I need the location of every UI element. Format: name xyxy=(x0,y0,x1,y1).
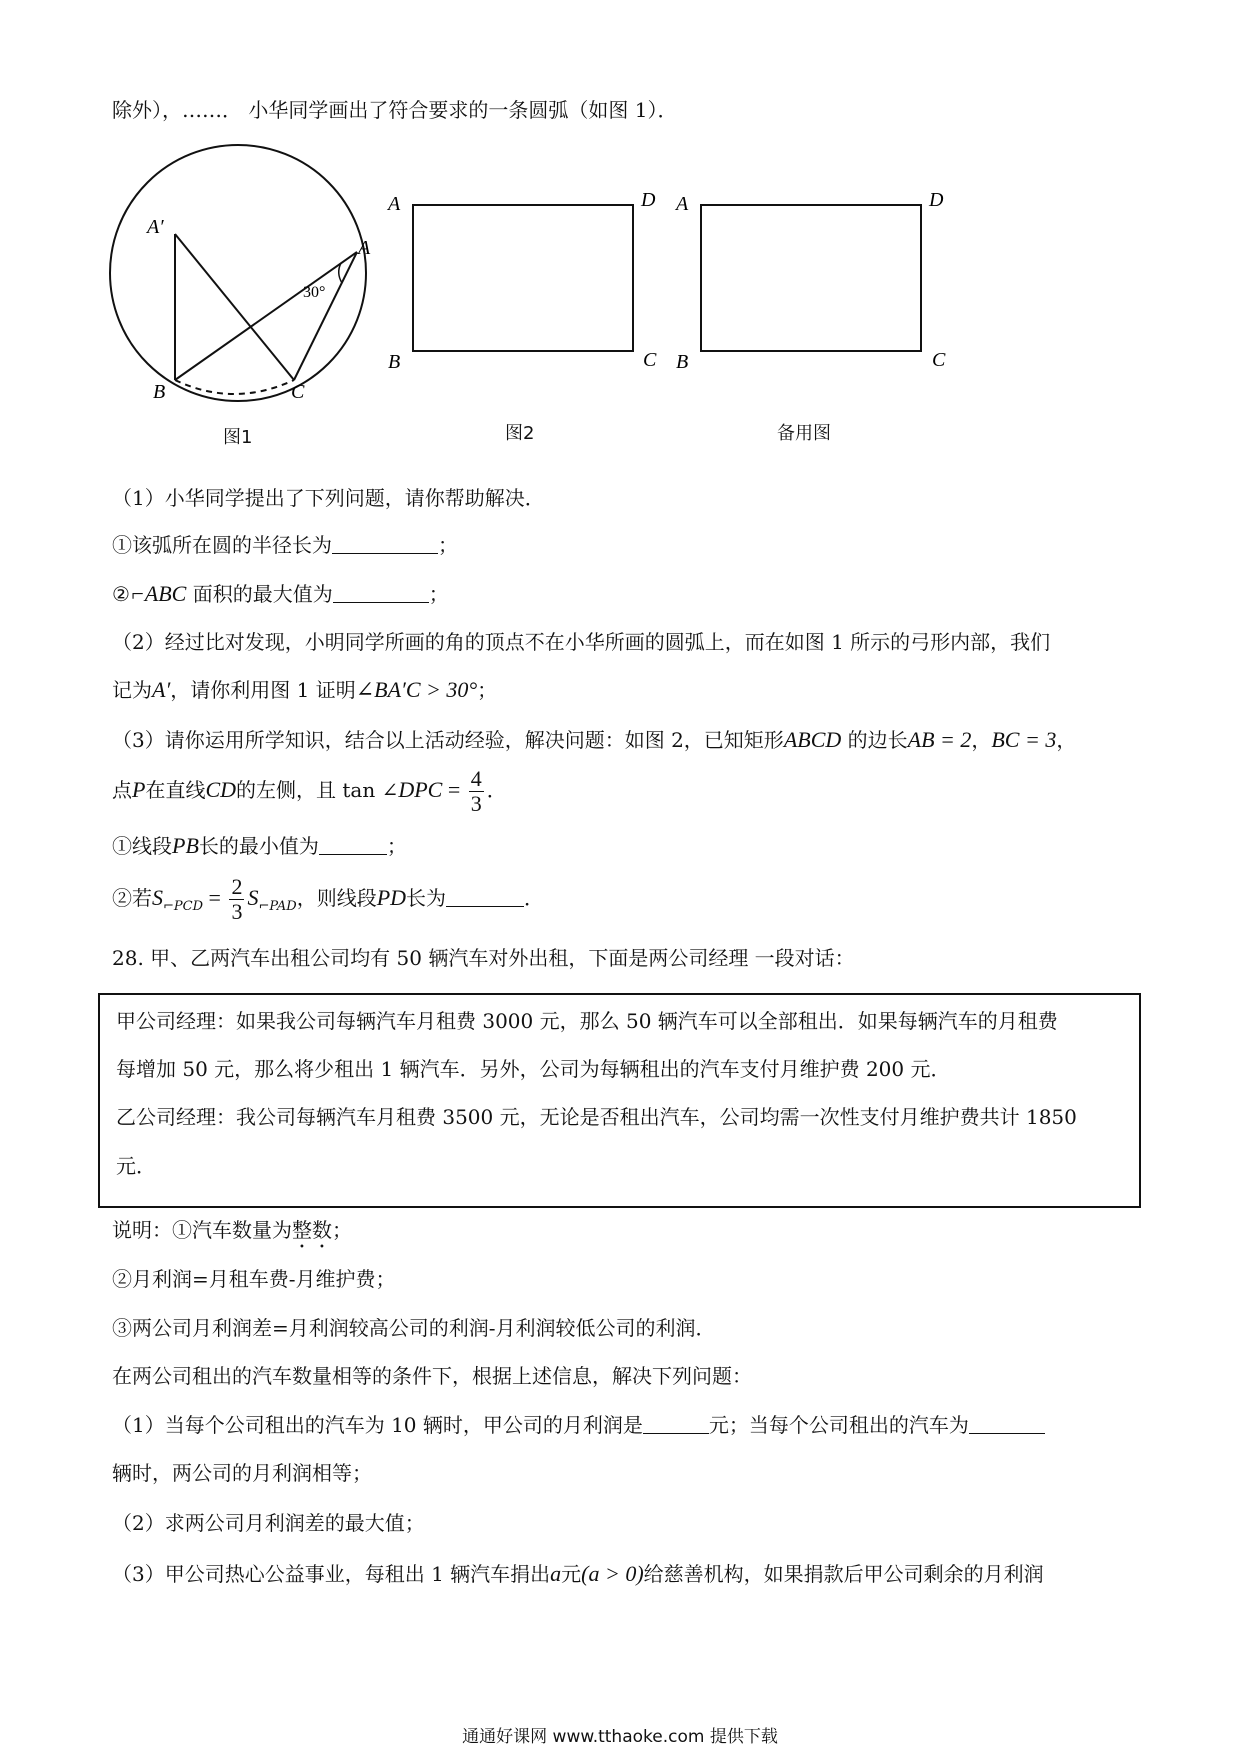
dialogue-line-2: 每增加 50 元，那么将少租出 1 辆汽车．另外，公司为每辆租出的汽车支付月维护费 200 元． xyxy=(116,1057,951,1081)
bc-length: BC = 3 xyxy=(991,727,1057,752)
emphasized-word: 整数 xyxy=(292,1218,332,1242)
figures-area xyxy=(0,140,1240,460)
label-angle-30: 30° xyxy=(303,284,326,301)
label-c: C xyxy=(643,349,657,371)
text: 的左侧，且 tan ∠ xyxy=(236,778,399,802)
text: 元；当每个公司租出的汽车为 xyxy=(708,1413,969,1437)
fraction-4-3 xyxy=(469,767,484,816)
part3-line1 xyxy=(112,726,1076,754)
area-symbol: S xyxy=(247,885,259,910)
text: （3）甲公司热心公益事业，每租出 1 辆汽车捐出 xyxy=(112,1562,551,1586)
punct: ， xyxy=(971,728,992,752)
label-b: B xyxy=(153,381,166,403)
dialogue-line-4: 元． xyxy=(116,1154,156,1178)
segment-aprime-c xyxy=(175,234,294,380)
label-a-prime: A′ xyxy=(147,216,164,238)
numerator: 4 xyxy=(470,766,482,791)
caption-figure-3: 备用图 xyxy=(777,423,831,444)
label-b: B xyxy=(676,351,689,373)
angle-inequality: ∠BA′C > 30° xyxy=(355,677,478,702)
q1-text: ①该弧所在圆的半径长为 xyxy=(112,533,332,557)
caption-figure-1: 图1 xyxy=(223,427,253,448)
text: 给慈善机构，如果捐款后甲公司剩余的月利润 xyxy=(643,1562,1044,1586)
fraction-2-3 xyxy=(229,875,244,924)
denominator: 3 xyxy=(231,899,243,924)
area-subscript: ⌐PAD xyxy=(258,899,297,914)
part2-line2 xyxy=(112,676,497,704)
denominator: 3 xyxy=(470,791,482,816)
equals: = xyxy=(203,885,227,910)
segment-a-b xyxy=(175,252,357,380)
answer-blank[interactable] xyxy=(643,1413,709,1434)
answer-blank[interactable] xyxy=(319,834,387,855)
text: ，请你利用图 1 证明 xyxy=(170,678,356,702)
answer-blank[interactable] xyxy=(332,533,438,554)
triangle-abc: ⌐ABC xyxy=(129,581,187,606)
label-d: D xyxy=(929,189,944,211)
answer-blank[interactable] xyxy=(969,1413,1045,1434)
text: 长为 xyxy=(406,886,447,910)
note-2: ②月利润=月租车费-月维护费； xyxy=(112,1267,396,1291)
q28-title: 28. 甲、乙两汽车出租公司均有 50 辆汽车对外出租，下面是两公司经理 一段对话： xyxy=(112,946,855,970)
figure-3 xyxy=(674,189,946,373)
area-symbol: S xyxy=(152,885,163,910)
text: 元 xyxy=(561,1562,582,1586)
angle-mark xyxy=(339,263,342,283)
answer-blank[interactable] xyxy=(446,886,524,907)
text: （3）请你运用所学知识，结合以上活动经验，解决问题：如图 2，已知矩形 xyxy=(112,728,784,752)
punct: ； xyxy=(428,582,449,606)
punct: ； xyxy=(332,1218,352,1242)
intro-text: 除外），……． 小华同学画出了符合要求的一条圆弧（如图 1）． xyxy=(112,98,678,122)
punct: ； xyxy=(386,834,407,858)
text: 长的最小值为 xyxy=(198,834,319,858)
part3-q1 xyxy=(112,832,407,860)
rectangle-abcd xyxy=(413,205,633,351)
answer-blank[interactable] xyxy=(333,582,429,603)
condition-text: 在两公司租出的汽车数量相等的条件下，根据上述信息，解决下列问题： xyxy=(112,1364,752,1388)
dialogue-line-3: 乙公司经理：我公司每辆汽车月租费 3500 元，无论是否租出汽车，公司均需一次性支付月维护费共计 1850 xyxy=(116,1105,1077,1129)
numerator: 2 xyxy=(231,874,243,899)
label-a: A xyxy=(358,237,371,259)
text: 记为 xyxy=(112,678,152,702)
area-subscript: ⌐PCD xyxy=(163,899,204,914)
punct: ； xyxy=(438,533,458,557)
text: 点 xyxy=(112,778,132,802)
rectangle-abcd xyxy=(701,205,921,351)
part1-intro: （1）小华同学提出了下列问题，请你帮助解决． xyxy=(112,486,545,510)
footer-source: 通通好课网 www.tthaoke.com 提供下载 xyxy=(462,1727,778,1747)
label-d: D xyxy=(641,189,656,211)
label-c: C xyxy=(932,349,946,371)
segment-pd: PD xyxy=(376,885,407,910)
text: 说明：①汽车数量为 xyxy=(112,1218,292,1242)
dialogue-line-1: 甲公司经理：如果我公司每辆汽车月租费 3000 元，那么 50 辆汽车可以全部租出．如果每辆汽车的月租费 xyxy=(116,1009,1058,1033)
dialogue-box xyxy=(98,993,1141,1208)
text: 的边长 xyxy=(841,728,908,752)
punct: ． xyxy=(486,778,507,802)
q28-part1-line2: 辆时，两公司的月利润相等； xyxy=(112,1461,372,1485)
variable-a: a xyxy=(550,1561,562,1586)
part3-q2 xyxy=(112,870,544,935)
note-3: ③两公司月利润差=月利润较高公司的利润-月利润较低公司的利润． xyxy=(112,1316,716,1340)
part1-q1 xyxy=(112,531,458,559)
label-a: A xyxy=(388,193,401,215)
label-b: B xyxy=(388,351,401,373)
note-1 xyxy=(112,1216,352,1253)
condition-a-positive: (a > 0) xyxy=(581,1561,644,1586)
part3-line2 xyxy=(112,762,507,818)
segment-pb: PB xyxy=(172,833,199,858)
punct: ． xyxy=(524,886,545,910)
caption-figure-2: 图2 xyxy=(505,423,535,444)
punct: ； xyxy=(477,678,498,702)
q28-part1-line1 xyxy=(112,1411,1045,1439)
q2-prefix: ② xyxy=(112,582,130,606)
text: 在直线 xyxy=(145,778,206,802)
text: ②若 xyxy=(112,886,152,910)
q2-text: 面积的最大值为 xyxy=(186,582,333,606)
point-p: P xyxy=(132,777,146,802)
part1-q2 xyxy=(112,580,449,608)
ab-length: AB = 2 xyxy=(907,727,972,752)
figure-2 xyxy=(386,189,657,373)
point-a-prime: A′ xyxy=(152,677,171,702)
figure-1 xyxy=(110,145,371,403)
q28-part2: （2）求两公司月利润差的最大值； xyxy=(112,1511,425,1535)
equals: = xyxy=(442,777,466,802)
rect-name: ABCD xyxy=(783,727,842,752)
punct: ， xyxy=(1056,728,1077,752)
text: （1）当每个公司租出的汽车为 10 辆时，甲公司的月利润是 xyxy=(112,1413,643,1437)
text: ①线段 xyxy=(112,834,172,858)
line-cd: CD xyxy=(205,777,237,802)
text: ，则线段 xyxy=(296,886,377,910)
label-c: C xyxy=(291,381,305,403)
part2-line1: （2）经过比对发现，小明同学所画的角的顶点不在小华所画的圆弧上，而在如图 1 所示的弓形内部，我们 xyxy=(112,630,1051,654)
segment-a-c xyxy=(294,252,357,380)
label-a: A xyxy=(676,193,689,215)
angle-dpc: DPC xyxy=(398,777,443,802)
q28-part3 xyxy=(112,1560,1044,1588)
